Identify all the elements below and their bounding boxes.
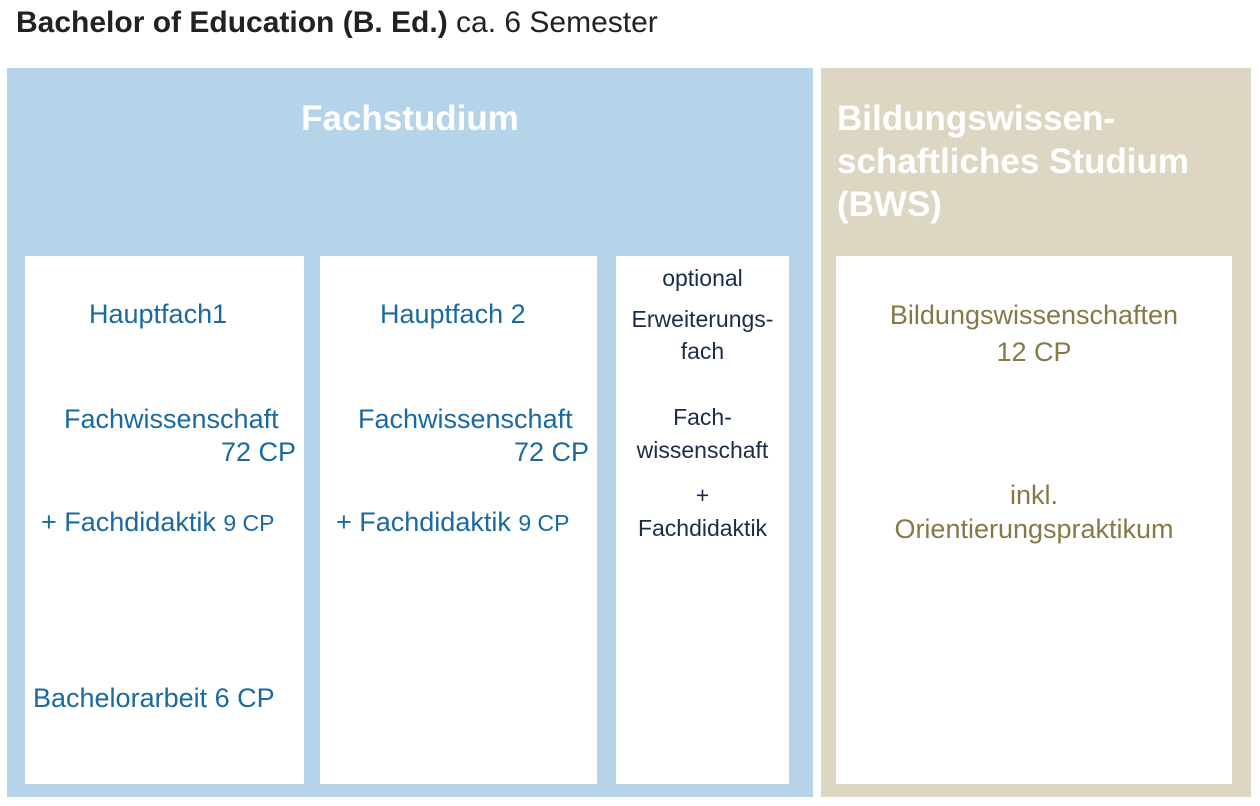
bws-name: Bildungswissenschaften — [889, 300, 1179, 330]
bws-praktikum: Orientierungspraktikum — [894, 514, 1174, 544]
bws-cp: 12 CP — [996, 337, 1072, 367]
hauptfach2-fachwissenschaft: Fachwissenschaft — [358, 404, 573, 434]
hauptfach1-fachdidaktik-cp: 9 CP — [223, 510, 275, 536]
bws-panel — [821, 68, 1251, 797]
hauptfach1-fachwissenschaft: Fachwissenschaft — [64, 404, 279, 434]
hauptfach1-fachdidaktik — [41, 507, 275, 538]
hauptfach2-fachdidaktik-label: + Fachdidaktik — [336, 507, 511, 537]
hauptfach1-title: Hauptfach1 — [89, 299, 228, 329]
erweiterung-fw-line2: wissenschaft — [636, 437, 769, 463]
bws-card — [836, 256, 1232, 784]
page-title — [16, 6, 658, 40]
bws-inkl: inkl. — [1009, 480, 1058, 510]
erweiterung-fw-line1: Fach- — [673, 404, 732, 430]
erweiterung-line1: Erweiterungs- — [631, 306, 774, 332]
fachstudium-panel — [7, 68, 813, 797]
erweiterung-fachdidaktik: Fachdidaktik — [637, 515, 768, 541]
title-rest: ca. 6 Semester — [447, 6, 658, 39]
erweiterung-line2: fach — [680, 338, 725, 364]
title-bold: Bachelor of Education (B. Ed.) — [16, 6, 448, 39]
hauptfach2-title: Hauptfach 2 — [380, 299, 526, 329]
hauptfach2-fachdidaktik — [336, 507, 570, 538]
hauptfach2-card — [320, 256, 597, 784]
hauptfach1-card — [25, 256, 304, 784]
hauptfach2-fachdidaktik-cp: 9 CP — [518, 510, 570, 536]
hauptfach2-fachwissenschaft-cp: 72 CP — [513, 437, 589, 467]
erweiterung-optional: optional — [662, 265, 743, 291]
hauptfach1-fachdidaktik-label: + Fachdidaktik — [41, 507, 216, 537]
erweiterungsfach-card — [616, 256, 789, 784]
fachstudium-heading: Fachstudium — [301, 99, 519, 138]
hauptfach1-bachelorarbeit: Bachelorarbeit 6 CP — [33, 683, 275, 713]
bws-heading: Bildungswissen- schaftliches Studium (BWS) — [837, 99, 1190, 224]
hauptfach1-fachwissenschaft-cp: 72 CP — [220, 437, 296, 467]
erweiterung-plus: + — [695, 482, 710, 508]
